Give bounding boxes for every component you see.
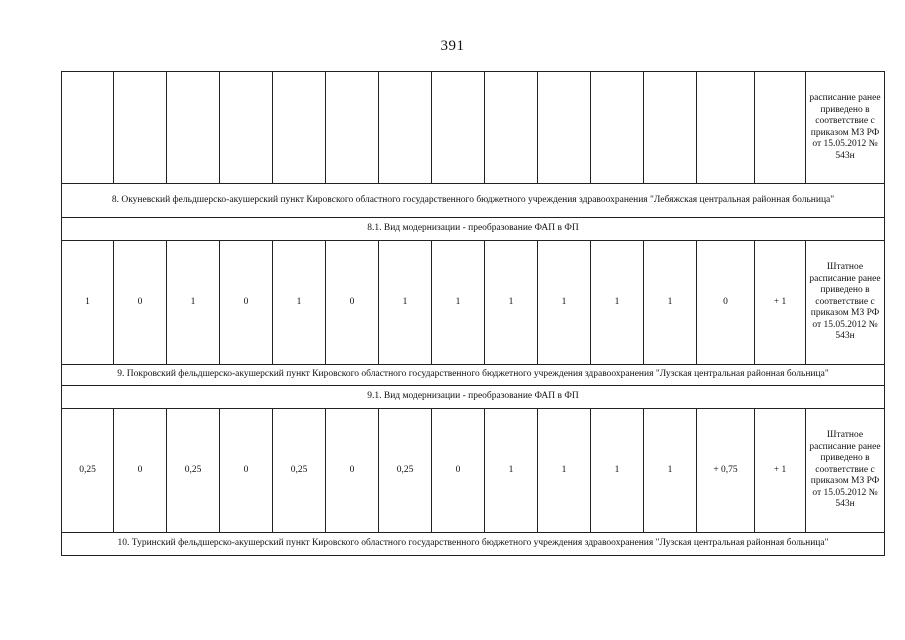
value-cell: 0 <box>220 409 273 533</box>
value-cell: 0 <box>326 409 379 533</box>
value-cell: + 1 <box>755 409 806 533</box>
table-cell <box>220 72 273 184</box>
value-cell: 1 <box>167 241 220 365</box>
section-title: 8. Окуневский фельдшерско-акушерский пункт Кировского областного государственного бюджетного учреждения здравоохранения "Лебяжская центральная районная больница" <box>62 184 885 218</box>
value-cell: 0 <box>114 241 167 365</box>
value-cell: 0 <box>114 409 167 533</box>
modernization-type: 9.1. Вид модернизации - преобразование ФАП в ФП <box>62 386 885 409</box>
value-cell: 0 <box>326 241 379 365</box>
value-cell: + 1 <box>755 241 806 365</box>
table-cell <box>326 72 379 184</box>
section-title-row <box>62 533 885 556</box>
section-title: 9. Покровский фельдшерско-акушерский пункт Кировского областного государственного бюджетного учреждения здравоохранения "Лузская центральная районная больница" <box>62 365 885 386</box>
value-cell: 0 <box>220 241 273 365</box>
modernization-type: 8.1. Вид модернизации - преобразование ФАП в ФП <box>62 218 885 241</box>
value-cell: 0,25 <box>167 409 220 533</box>
table-cell <box>755 72 806 184</box>
section-title-row <box>62 365 885 386</box>
value-cell: 1 <box>538 409 591 533</box>
value-cell: 0,25 <box>273 409 326 533</box>
value-cell: 1 <box>538 241 591 365</box>
table-row <box>62 409 885 533</box>
table-cell <box>167 72 220 184</box>
section-title-row <box>62 184 885 218</box>
value-cell: 1 <box>591 409 644 533</box>
value-cell: 0,25 <box>379 409 432 533</box>
table-cell <box>697 72 755 184</box>
value-cell: + 0,75 <box>697 409 755 533</box>
table-cell <box>538 72 591 184</box>
value-cell: 1 <box>485 409 538 533</box>
table-cell <box>432 72 485 184</box>
value-cell: 1 <box>273 241 326 365</box>
staffing-table <box>61 71 885 556</box>
table-cell <box>644 72 697 184</box>
value-cell: 1 <box>62 241 114 365</box>
table-row <box>62 72 885 184</box>
table-cell <box>379 72 432 184</box>
value-cell: 0 <box>432 409 485 533</box>
table-cell <box>273 72 326 184</box>
table-cell <box>114 72 167 184</box>
note-cell: Штатное расписание ранее приведено в соответствие с приказом МЗ РФ от 15.05.2012 № 543н <box>806 409 885 533</box>
value-cell: 0 <box>697 241 755 365</box>
value-cell: 1 <box>591 241 644 365</box>
page-number: 391 <box>440 38 465 54</box>
table-row <box>62 241 885 365</box>
value-cell: 1 <box>432 241 485 365</box>
section-title: 10. Туринский фельдшерско-акушерский пункт Кировского областного государственного бюджетного учреждения здравоохранения "Лузская центральная районная больница" <box>62 533 885 556</box>
modernization-row <box>62 218 885 241</box>
table-cell <box>485 72 538 184</box>
value-cell: 1 <box>485 241 538 365</box>
note-cell: Штатное расписание ранее приведено в соответствие с приказом МЗ РФ от 15.05.2012 № 543н <box>806 241 885 365</box>
value-cell: 1 <box>644 409 697 533</box>
table-cell <box>591 72 644 184</box>
table-cell <box>62 72 114 184</box>
value-cell: 0,25 <box>62 409 114 533</box>
value-cell: 1 <box>644 241 697 365</box>
note-cell: расписание ранее приведено в соответствие с приказом МЗ РФ от 15.05.2012 № 543н <box>806 72 885 184</box>
modernization-row <box>62 386 885 409</box>
value-cell: 1 <box>379 241 432 365</box>
